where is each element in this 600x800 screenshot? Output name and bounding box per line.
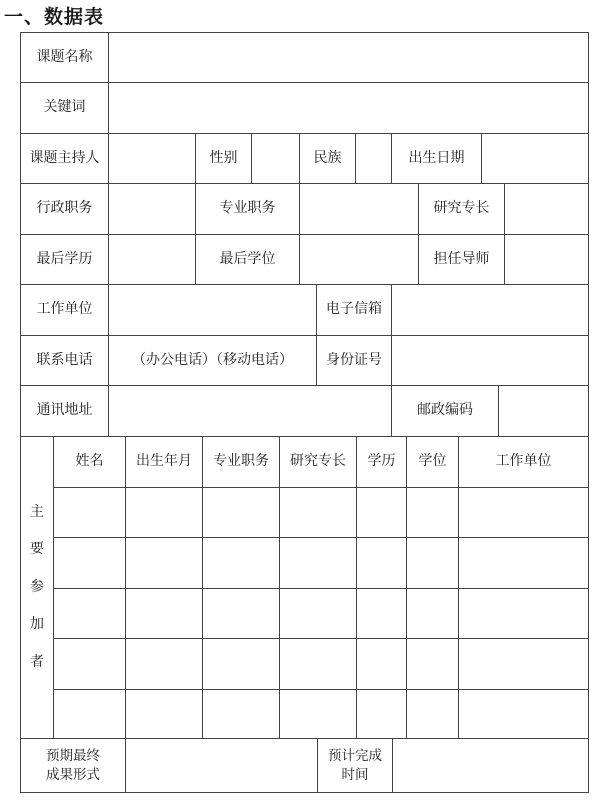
member-cell[interactable] bbox=[53, 588, 126, 639]
expected-time-label-line: 预计完成 bbox=[328, 747, 382, 764]
admin-position-label: 行政职务 bbox=[20, 183, 109, 235]
member-cell[interactable] bbox=[356, 588, 407, 639]
ethnicity-field[interactable] bbox=[355, 133, 392, 184]
member-cell[interactable] bbox=[279, 638, 357, 690]
admin-position-field[interactable] bbox=[108, 183, 196, 235]
member-cell[interactable] bbox=[53, 487, 126, 538]
member-cell[interactable] bbox=[53, 638, 126, 690]
phone-field[interactable] bbox=[108, 335, 317, 386]
member-cell[interactable] bbox=[458, 638, 589, 690]
members-label-char: 主 bbox=[30, 503, 44, 520]
member-cell[interactable] bbox=[125, 588, 203, 639]
email-label: 电子信箱 bbox=[316, 284, 392, 336]
email-field[interactable] bbox=[391, 284, 589, 336]
address-field[interactable] bbox=[108, 385, 392, 437]
column-header-position: 专业职务 bbox=[202, 436, 280, 488]
member-cell[interactable] bbox=[125, 638, 203, 690]
professional-position-field[interactable] bbox=[299, 183, 419, 235]
member-cell[interactable] bbox=[356, 638, 407, 690]
section-title: 一、数据表 bbox=[4, 6, 105, 28]
expected-time-label-line: 时间 bbox=[341, 766, 369, 783]
member-cell[interactable] bbox=[279, 588, 357, 639]
research-specialty-label: 研究专长 bbox=[418, 183, 505, 235]
members-label-char: 加 bbox=[30, 616, 44, 633]
highest-education-label: 最后学历 bbox=[20, 234, 109, 285]
column-header-work-unit: 工作单位 bbox=[458, 436, 589, 488]
id-number-label: 身份证号 bbox=[316, 335, 392, 386]
postcode-label: 邮政编码 bbox=[391, 385, 499, 437]
highest-degree-label: 最后学位 bbox=[195, 234, 300, 285]
member-cell[interactable] bbox=[458, 689, 589, 739]
member-cell[interactable] bbox=[356, 689, 407, 739]
member-cell[interactable] bbox=[406, 537, 459, 589]
member-cell[interactable] bbox=[279, 487, 357, 538]
column-header-birth: 出生年月 bbox=[125, 436, 203, 488]
phone-hint: （办公电话）（移动电话） bbox=[132, 351, 293, 368]
column-header-degree: 学位 bbox=[406, 436, 459, 488]
birth-date-field[interactable] bbox=[481, 133, 589, 184]
expected-time-label bbox=[317, 738, 393, 793]
member-cell[interactable] bbox=[202, 638, 280, 690]
work-unit-label: 工作单位 bbox=[20, 284, 109, 336]
members-label-char: 者 bbox=[30, 653, 44, 670]
expected-result-label bbox=[20, 738, 126, 793]
member-cell[interactable] bbox=[202, 689, 280, 739]
highest-education-field[interactable] bbox=[108, 234, 196, 285]
expected-result-field[interactable] bbox=[125, 738, 318, 793]
ethnicity-label: 民族 bbox=[299, 133, 356, 184]
supervisor-label: 担任导师 bbox=[418, 234, 505, 285]
research-specialty-field[interactable] bbox=[504, 183, 589, 235]
work-unit-field[interactable] bbox=[108, 284, 317, 336]
expected-result-label-line: 成果形式 bbox=[46, 766, 100, 783]
member-cell[interactable] bbox=[458, 588, 589, 639]
member-cell[interactable] bbox=[406, 487, 459, 538]
member-cell[interactable] bbox=[125, 537, 203, 589]
member-cell[interactable] bbox=[125, 689, 203, 739]
phone-label: 联系电话 bbox=[20, 335, 109, 386]
members-label-char: 要 bbox=[30, 541, 44, 558]
column-header-education: 学历 bbox=[356, 436, 407, 488]
column-header-name: 姓名 bbox=[53, 436, 126, 488]
member-cell[interactable] bbox=[406, 638, 459, 690]
address-label: 通讯地址 bbox=[20, 385, 109, 437]
highest-degree-field[interactable] bbox=[299, 234, 419, 285]
member-cell[interactable] bbox=[202, 487, 280, 538]
supervisor-field[interactable] bbox=[504, 234, 589, 285]
member-cell[interactable] bbox=[279, 537, 357, 589]
member-cell[interactable] bbox=[279, 689, 357, 739]
keywords-field[interactable] bbox=[108, 82, 589, 134]
member-cell[interactable] bbox=[406, 588, 459, 639]
project-name-field[interactable] bbox=[108, 32, 589, 83]
postcode-field[interactable] bbox=[498, 385, 589, 437]
members-label-char: 参 bbox=[30, 578, 44, 595]
member-cell[interactable] bbox=[458, 487, 589, 538]
professional-position-label: 专业职务 bbox=[195, 183, 300, 235]
id-number-field[interactable] bbox=[391, 335, 589, 386]
member-cell[interactable] bbox=[202, 537, 280, 589]
members-label bbox=[20, 436, 54, 739]
gender-label: 性别 bbox=[195, 133, 252, 184]
member-cell[interactable] bbox=[458, 537, 589, 589]
keywords-label: 关键词 bbox=[20, 82, 109, 134]
member-cell[interactable] bbox=[125, 487, 203, 538]
host-field[interactable] bbox=[108, 133, 196, 184]
expected-result-label-line: 预期最终 bbox=[46, 747, 100, 764]
member-cell[interactable] bbox=[356, 487, 407, 538]
host-label: 课题主持人 bbox=[20, 133, 109, 184]
gender-field[interactable] bbox=[251, 133, 300, 184]
member-cell[interactable] bbox=[53, 689, 126, 739]
member-cell[interactable] bbox=[406, 689, 459, 739]
birth-date-label: 出生日期 bbox=[391, 133, 482, 184]
project-name-label: 课题名称 bbox=[20, 32, 109, 83]
member-cell[interactable] bbox=[53, 537, 126, 589]
member-cell[interactable] bbox=[202, 588, 280, 639]
expected-time-field[interactable] bbox=[392, 738, 589, 793]
member-cell[interactable] bbox=[356, 537, 407, 589]
column-header-specialty: 研究专长 bbox=[279, 436, 357, 488]
